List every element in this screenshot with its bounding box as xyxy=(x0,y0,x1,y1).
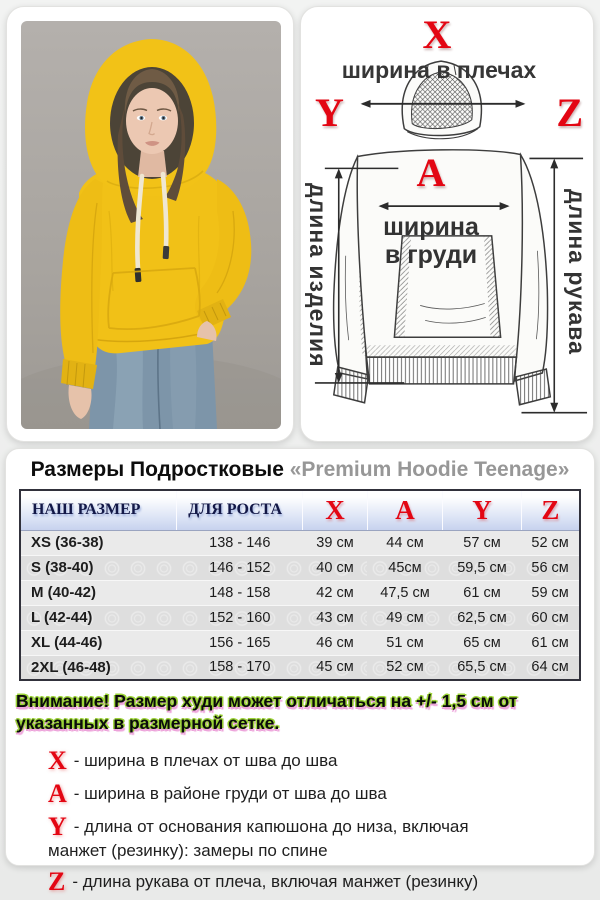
legend-item-x xyxy=(48,745,528,775)
cell-x: 39 см xyxy=(303,530,367,555)
cell-y: 57 см xyxy=(443,530,521,555)
legend-text-a: - ширина в районе груди от шва до шва xyxy=(73,783,387,803)
cell-size: M (40-42) xyxy=(20,580,177,605)
table-row-l xyxy=(20,605,580,630)
cell-height: 146 - 152 xyxy=(177,555,303,580)
table-row-s xyxy=(20,555,580,580)
cell-y: 59,5 см xyxy=(443,555,521,580)
size-section-title xyxy=(6,458,594,482)
cell-height: 158 - 170 xyxy=(177,655,303,680)
cell-size: 2XL (46-48) xyxy=(20,655,177,680)
header-x: X xyxy=(303,490,367,530)
cell-z: 59 см xyxy=(521,580,580,605)
diagram-letter-y: Y xyxy=(315,90,344,135)
cell-height: 156 - 165 xyxy=(177,630,303,655)
cell-z: 61 см xyxy=(521,630,580,655)
measurement-legend xyxy=(48,745,528,897)
cell-z: 60 см xyxy=(521,605,580,630)
cell-x: 43 см xyxy=(303,605,367,630)
title-sizes: Размеры Подростковые xyxy=(30,458,284,481)
title-product-name: «Premium Hoodie Teenage» xyxy=(289,458,570,481)
cell-y: 61 см xyxy=(443,580,521,605)
cell-a: 49 см xyxy=(367,605,443,630)
header-y: Y xyxy=(443,490,521,530)
size-table-header-row xyxy=(20,490,580,530)
cell-size: S (38-40) xyxy=(20,555,177,580)
header-a: A xyxy=(367,490,443,530)
diagram-letter-x: X xyxy=(422,12,452,57)
cell-y: 65 см xyxy=(443,630,521,655)
diagram-label-shoulder-width: ширина в плечах xyxy=(341,57,537,83)
cell-x: 46 см xyxy=(303,630,367,655)
cell-size: XL (44-46) xyxy=(20,630,177,655)
cell-a: 44 см xyxy=(367,530,443,555)
header-for-height: ДЛЯ РОСТА xyxy=(177,490,303,530)
measurement-diagram-card xyxy=(300,6,594,442)
table-row-2xl xyxy=(20,655,580,680)
cell-height: 148 - 158 xyxy=(177,580,303,605)
table-row-m xyxy=(20,580,580,605)
cell-size: L (42-44) xyxy=(20,605,177,630)
legend-text-z: - длина рукава от плеча, включая манжет (резинку) xyxy=(72,872,479,892)
girl-in-yellow-hoodie-photo xyxy=(21,21,281,429)
legend-item-y xyxy=(48,811,528,862)
diagram-letter-z: Z xyxy=(556,90,583,135)
size-info-card xyxy=(5,448,595,897)
legend-letter-z: Z xyxy=(48,867,66,897)
cell-y: 62,5 см xyxy=(443,605,521,630)
diagram-letter-a: A xyxy=(416,150,446,195)
cell-a: 47,5 см xyxy=(367,580,443,605)
cell-z: 52 см xyxy=(521,530,580,555)
cell-y: 65,5 см xyxy=(443,655,521,680)
chest-label-line2: в груди xyxy=(384,241,478,269)
cell-a: 51 см xyxy=(367,630,443,655)
header-our-size: НАШ РАЗМЕР xyxy=(20,490,177,530)
header-z: Z xyxy=(521,490,580,530)
diagram-label-sleeve-length: длина рукава xyxy=(564,189,590,355)
cell-height: 152 - 160 xyxy=(177,605,303,630)
legend-text-x: - ширина в плечах от шва до шва xyxy=(73,750,338,770)
cell-x: 42 см xyxy=(303,580,367,605)
cell-height: 138 - 146 xyxy=(177,530,303,555)
cell-x: 45 см xyxy=(303,655,367,680)
model-photo-card xyxy=(6,6,294,442)
table-row-xl xyxy=(20,630,580,655)
cell-a: 52 см xyxy=(367,655,443,680)
legend-text-y: - длина от основания капюшона до низа, включая манжет (резинку): замеры по спине xyxy=(48,816,469,860)
diagram-label-garment-length: длина изделия xyxy=(305,183,331,368)
size-table xyxy=(19,489,581,681)
cell-a: 45см xyxy=(367,555,443,580)
size-tolerance-warning: Внимание! Размер худи может отличаться на +/- 1,5 см от указанных в размерной сетке. xyxy=(16,691,518,734)
legend-letter-a: A xyxy=(48,778,67,808)
diagram-label-chest-width xyxy=(301,213,593,269)
legend-item-z xyxy=(48,869,528,895)
table-row-xs xyxy=(20,530,580,555)
legend-letter-y: Y xyxy=(48,811,67,841)
legend-item-a xyxy=(48,778,528,808)
cell-z: 64 см xyxy=(521,655,580,680)
cell-x: 40 см xyxy=(303,555,367,580)
cell-z: 56 см xyxy=(521,555,580,580)
chest-label-line1: ширина xyxy=(383,213,479,241)
cell-size: XS (36-38) xyxy=(20,530,177,555)
legend-letter-x: X xyxy=(48,745,67,775)
